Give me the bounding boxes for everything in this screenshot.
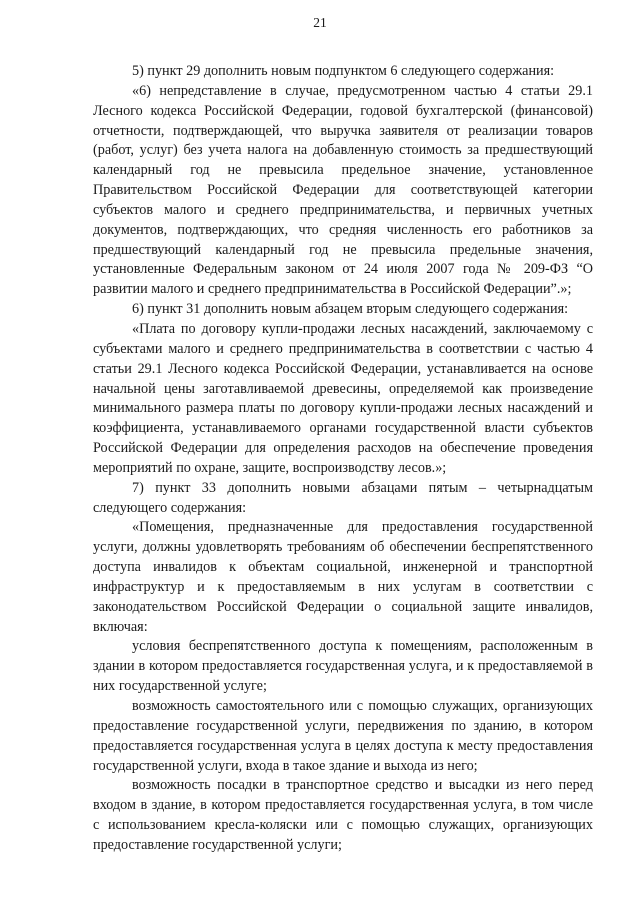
document-body [93, 62, 593, 856]
paragraph-boarding-possibility: возможность посадки в транспортное средство и высадки из него перед входом в здание, в котором предоставляется государственная услуга, в том числе с использованием кресла-коляски или с помощью служащих, организующих предоставление государственной услуги; [93, 777, 593, 853]
paragraph-payment-text: «Плата по договору купли-продажи лесных насаждений, заключаемому с субъектами малого и среднего предпринимательства в соответствии с частью 4 статьи 29.1 Лесного кодекса Российской Федерации, устанавливается на основе начальной цены заготавливаемой древесины, определяемой как произведение минимального размера платы по договору купли-продажи лесных насаждений и коэффициента, устанавливаемого органами государственной власти субъектов Российской Федерации для определения расходов на обеспечение проведения мероприятий по охране, защите, воспроизводству лесов.»; [93, 320, 593, 476]
paragraph-access-conditions: условия беспрепятственного доступа к помещениям, расположенным в здании в котором предоставляется государственная услуга, и к предоставляемой в них государственной услуге; [93, 638, 593, 695]
paragraph-subitem-6-text: «6) непредставление в случае, предусмотренном частью 4 статьи 29.1 Лесного кодекса Российской Федерации, годовой бухгалтерской (финансовой) отчетности, подтверждающей, что выручка заявителя от реализации товаров (работ, услуг) без учета налога на добавленную стоимость за предшествующий календарный год не превысила предельное значение, установленное Правительством Российской Федерации для соответствующей категории субъектов малого и среднего предпринимательства, и первичных учетных документов, подтверждающих, что средняя численность его работников за предшествующий календарный год не превысила предельные значения, установленные Федеральным законом от 24 июля 2007 года № 209-ФЗ “О развитии малого и среднего предпринимательства в Российской Федерации”.»; [93, 82, 593, 298]
paragraph-premises-text: «Помещения, предназначенные для предоставления государственной услуги, должны удовлетворять требованиям об обеспечении беспрепятственного доступа инвалидов к объектам социальной, инженерной и транспортной инфраструктур и к предоставляемым в них услугам в соответствии с законодательством Российской Федерации о социальной защите инвалидов, включая: [93, 519, 593, 635]
paragraph-item-7: 7) пункт 33 дополнить новыми абзацами пятым – четырнадцатым следующего содержания: [93, 479, 593, 516]
page-number: 21 [313, 15, 327, 30]
paragraph-movement-possibility: возможность самостоятельного или с помощью служащих, организующих предоставление государственной услуги, передвижения по зданию, в котором предоставляется государственная услуга в целях доступа к месту предоставления государственной услуги, входа в такое здание и выхода из него; [93, 698, 593, 774]
paragraph-item-6: 6) пункт 31 дополнить новым абзацем вторым следующего содержания: [132, 301, 569, 318]
paragraph-item-5: 5) пункт 29 дополнить новым подпунктом 6 следующего содержания: [132, 63, 555, 79]
